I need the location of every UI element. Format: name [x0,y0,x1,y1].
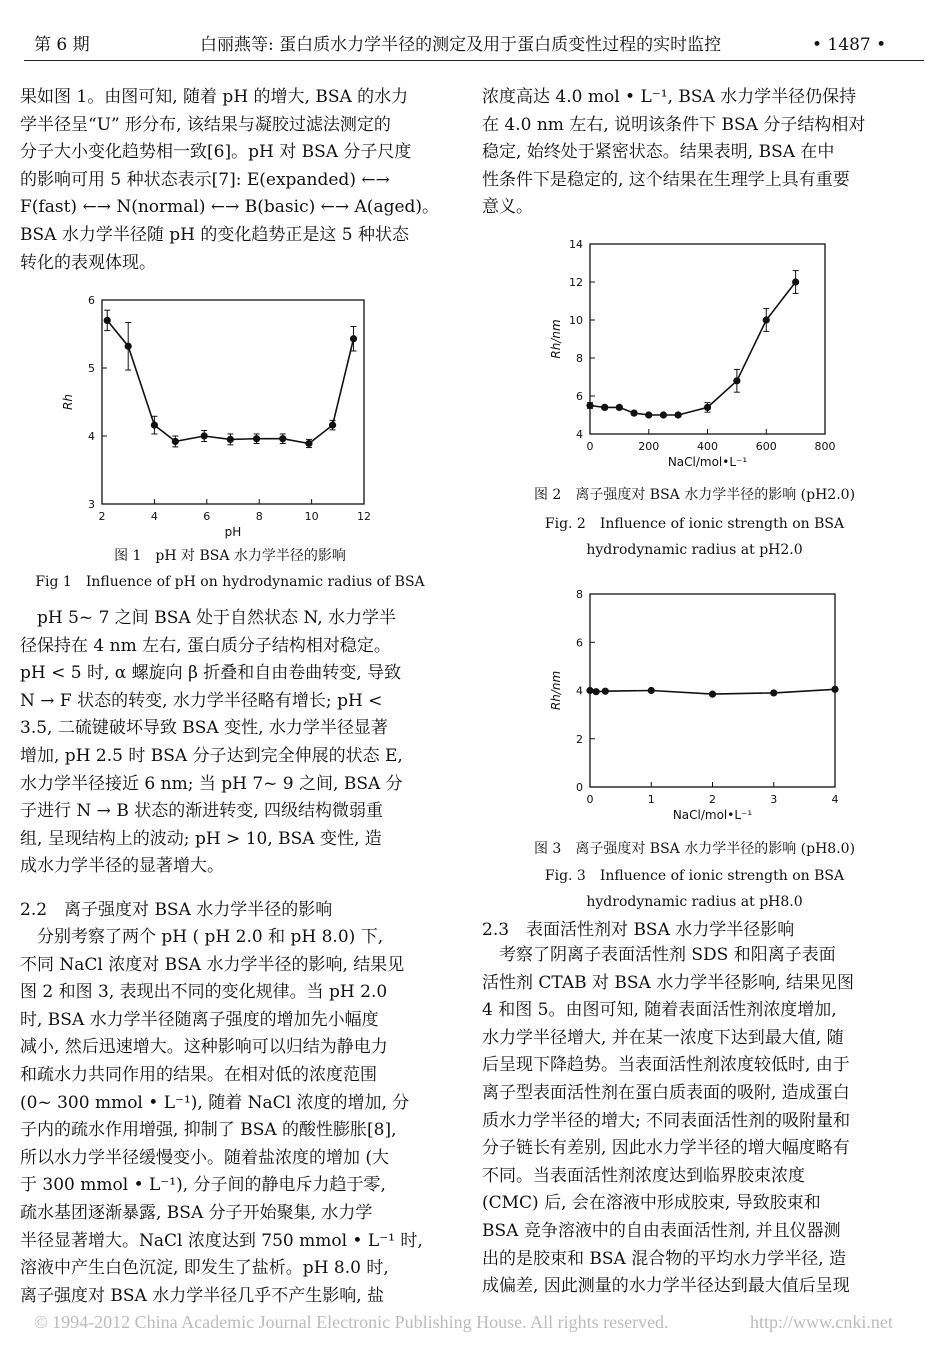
copyright-footer: © 1994-2012 China Academic Journal Electronic Publishing House. All rights reserved. [34,1312,669,1332]
text-line: pH 5~ 7 之间 BSA 处于自然状态 N, 水力学半 [20,608,397,628]
text-line: 增加, pH 2.5 时 BSA 分子达到完全伸展的状态 E, [20,745,403,766]
data-point [763,316,770,323]
text-line: 3.5, 二硫键破坏导致 BSA 变性, 水力学半径显著 [20,718,388,739]
y-tick-label: 5 [88,362,95,375]
text-line: 离子强度对 BSA 水力学半径几乎不产生影响, 盐 [20,1285,385,1306]
text-line: 分子链长有差别, 因此水力学半径的增大幅度略有 [482,1138,850,1159]
section-2-3-heading: 2.3 表面活性剂对 BSA 水力学半径影响 [482,920,795,940]
text-line: 活性剂 CTAB 对 BSA 水力学半径影响, 结果见图 [482,972,855,993]
data-point [586,402,593,409]
left-para-2 [20,605,440,881]
data-point [704,404,711,411]
data-point [792,278,799,285]
text-line: 分别考察了两个 pH ( pH 2.0 和 pH 8.0) 下, [20,927,384,947]
y-tick-label: 0 [576,781,583,794]
text-line: 水力学半径增大, 并在某一浓度下达到最大值, 随 [482,1027,844,1048]
text-line: 学半径呈“U” 形分布, 该结果与凝胶过滤法测定的 [20,114,391,135]
figure-2-caption-en-1: Fig. 2 Influence of ionic strength on BSA [544,516,845,532]
x-axis-label: pH [224,525,242,539]
y-tick-label: 4 [576,428,583,441]
text-line: 离子型表面活性剂在蛋白质表面的吸附, 造成蛋白 [482,1082,850,1103]
y-tick-label: 2 [576,732,583,746]
text-line: 4 和图 5。由图可知, 随着表面活性剂浓度增加, [482,1000,837,1021]
data-point [831,686,838,693]
text-line: 子内的疏水作用增强, 抑制了 BSA 的酸性膨胀[8], [20,1120,397,1141]
y-axis-label: Rh/nm [549,670,563,711]
text-line: 后呈现下降趋势。当表面活性剂浓度较低时, 由于 [482,1055,850,1076]
right-para-2 [482,942,907,1301]
text-line: 于 300 mmol • L⁻¹), 分子间的静电斥力趋于零, [20,1175,386,1196]
x-tick-label: 0 [586,793,594,806]
y-axis-label: Rh [61,394,75,410]
x-tick-label: 1 [647,793,655,806]
text-line: 减小, 然后迅速增大。这种影响可以归结为静电力 [20,1037,388,1058]
text-line: 图 2 和图 3, 表现出不同的变化规律。当 pH 2.0 [20,982,388,1003]
data-point [104,317,111,324]
y-tick-label: 12 [569,276,583,289]
cnki-link[interactable]: http://www.cnki.net [750,1312,893,1332]
data-point [601,404,608,411]
right-para-1 [482,84,907,222]
text-line: 稳定, 始终处于紧密状态。结果表明, BSA 在中 [482,142,835,163]
running-title: 白丽燕等: 蛋白质水力学半径的测定及用于蛋白质变性过程的实时监控 [200,35,722,55]
text-line: 所以水力学半径缓慢变小。随着盐浓度的增加 (大 [20,1147,390,1168]
text-line: 溶液中产生白色沉淀, 即发生了盐析。pH 8.0 时, [20,1258,389,1279]
data-point [616,404,623,411]
data-point [630,410,637,417]
x-tick-label: 12 [357,510,371,523]
y-axis-label: Rh/nm [549,319,563,359]
text-line: F(fast) ←→ N(normal) ←→ B(basic) ←→ A(aged)。 [20,197,440,218]
figure-2-caption-en-2: hydrodynamic radius at pH2.0 [586,542,803,558]
x-axis-label: NaCl/mol•L⁻¹ [672,808,753,822]
data-point [329,422,336,429]
text-line: BSA 水力学半径随 pH 的变化趋势正是这 5 种状态 [20,224,409,245]
x-tick-label: 10 [304,510,319,523]
left-para-3 [20,924,440,1310]
x-tick-label: 3 [770,793,778,806]
text-line: N → F 状态的转变, 水力学半径略有增长; pH < [20,690,383,711]
x-tick-label: 200 [638,440,660,453]
text-line: (CMC) 后, 会在溶液中形成胶束, 导致胶束和 [482,1193,821,1214]
figure-2-caption-cn: 图 2 离子强度对 BSA 水力学半径的影响 (pH2.0) [533,487,856,503]
text-line: BSA 竞争溶液中的自由表面活性剂, 并且仪器测 [482,1220,841,1241]
text-line: 径保持在 4 nm 左右, 蛋白质分子结构相对稳定。 [20,635,391,656]
text-line: 的影响可用 5 种状态表示[7]: E(expanded) ←→ [20,169,390,190]
text-line: 在 4.0 nm 左右, 说明该条件下 BSA 分子结构相对 [482,114,866,135]
data-point [125,343,132,350]
data-point [593,688,600,695]
y-tick-label: 3 [88,498,95,511]
section-2-2-heading: 2.2 离子强度对 BSA 水力学半径的影响 [20,900,333,920]
text-line: 质水力学半径的增大; 不同表面活性剂的吸附量和 [482,1110,851,1131]
text-line: 分子大小变化趋势相一致[6]。pH 对 BSA 分子尺度 [20,142,412,163]
figure-1-chart [60,290,390,550]
figure-3-caption-en-1: Fig. 3 Influence of ionic strength on BSA [544,868,845,884]
x-tick-label: 600 [755,440,777,453]
data-point [602,688,609,695]
y-tick-label: 8 [576,352,583,365]
figure-3-caption-en-2: hydrodynamic radius at pH8.0 [586,894,803,910]
data-point [172,438,179,445]
text-line: 出的是胶束和 BSA 混合物的平均水力学半径, 造 [482,1248,847,1269]
y-tick-label: 10 [569,314,583,327]
data-point [279,435,286,442]
data-point [586,687,593,694]
text-line: 不同。当表面活性剂浓度达到临界胶束浓度 [482,1165,805,1186]
text-line: 组, 呈现结构上的波动; pH > 10, BSA 变性, 造 [20,828,382,849]
text-line: 半径显著增大。NaCl 浓度达到 750 mmol • L⁻¹ 时, [20,1230,423,1251]
y-tick-label: 14 [569,238,583,251]
y-tick-label: 8 [576,588,583,601]
y-tick-label: 4 [88,430,95,443]
figure-1-caption-en: Fig 1 Influence of pH on hydrodynamic radius of BSA [35,574,425,590]
x-tick-label: 800 [814,440,836,453]
x-tick-label: 6 [203,510,211,523]
text-line: 考察了阴离子表面活性剂 SDS 和阳离子表面 [482,945,836,965]
x-tick-label: 0 [586,440,594,453]
page-number: • 1487 • [812,35,887,55]
x-tick-label: 400 [697,440,718,453]
text-line: 时, BSA 水力学半径随离子强度的增加先小幅度 [20,1009,379,1030]
figure-3-chart [545,582,845,828]
data-point [227,436,234,443]
left-para-1 [20,84,440,277]
y-tick-label: 6 [88,294,95,307]
figure-3-caption-cn: 图 3 离子强度对 BSA 水力学半径的影响 (pH8.0) [533,841,856,857]
data-point [201,432,208,439]
figure-2-chart [545,232,845,472]
text-line: 果如图 1。由图可知, 随着 pH 的增大, BSA 的水力 [20,87,409,107]
plot-frame [102,300,364,504]
text-line: 性条件下是稳定的, 这个结果在生理学上具有重要 [482,169,850,190]
y-tick-label: 6 [576,636,583,650]
x-tick-label: 8 [255,510,263,523]
data-point [305,440,312,447]
text-line: 和疏水力共同作用的结果。在相对低的浓度范围 [20,1064,377,1085]
series-line [590,282,796,415]
data-point [151,422,158,429]
text-line: 成水力学半径的显著增大。 [20,856,224,877]
data-point [709,691,716,698]
journal-issue: 第 6 期 [34,35,90,55]
data-point [733,377,740,384]
text-line: 不同 NaCl 浓度对 BSA 水力学半径的影响, 结果见 [20,954,405,975]
data-point [253,435,260,442]
data-point [675,411,682,418]
x-axis-label: NaCl/mol•L⁻¹ [667,455,748,469]
data-point [645,411,652,418]
x-tick-label: 2 [709,793,716,806]
text-line: 转化的表观体现。 [20,252,156,273]
text-line: 疏水基团逐渐暴露, BSA 分子开始聚集, 水力学 [20,1202,373,1223]
text-line: 意义。 [482,197,533,218]
text-line: 成偏差, 因此测量的水力学半径达到最大值后呈现 [482,1276,850,1297]
y-tick-label: 6 [576,390,583,403]
data-point [770,689,777,696]
header-rule [24,60,924,61]
text-line: (0~ 300 mmol • L⁻¹), 随着 NaCl 浓度的增加, 分 [20,1092,410,1113]
figure-1-caption-cn: 图 1 pH 对 BSA 水力学半径的影响 [114,548,346,564]
text-line: 浓度高达 4.0 mol • L⁻¹, BSA 水力学半径仍保持 [482,87,857,107]
x-tick-label: 4 [831,793,839,806]
data-point [350,335,357,342]
y-tick-label: 4 [576,684,583,698]
x-tick-label: 2 [98,510,106,523]
x-tick-label: 4 [150,510,158,523]
data-point [648,687,655,694]
text-line: 水力学半径接近 6 nm; 当 pH 7~ 9 之间, BSA 分 [20,773,403,794]
text-line: pH < 5 时, α 螺旋向 β 折叠和自由卷曲转变, 导致 [20,663,402,684]
series-line [107,320,353,443]
text-line: 子进行 N → B 状态的渐进转变, 四级结构微弱重 [20,801,384,822]
data-point [660,411,667,418]
